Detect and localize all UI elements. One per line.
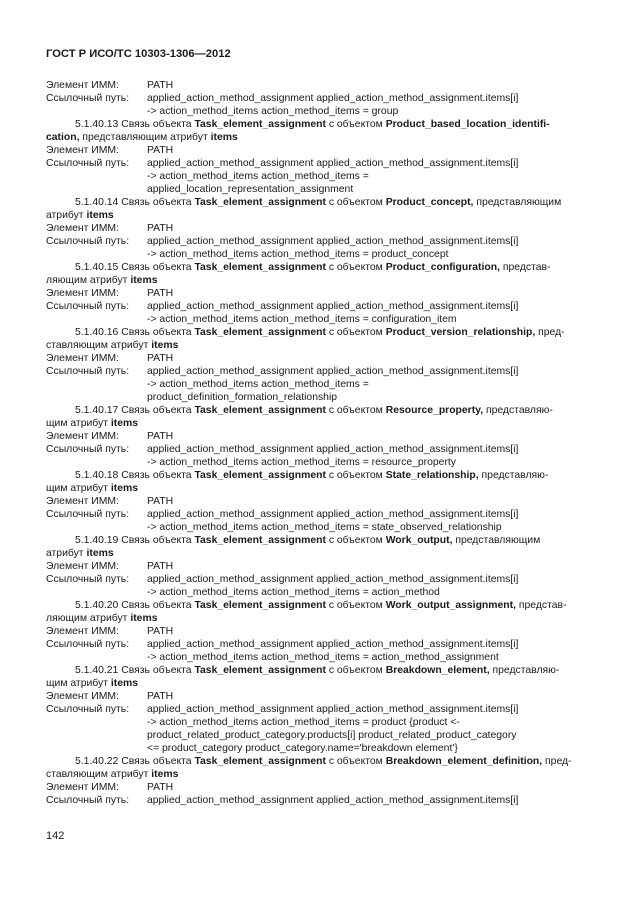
heading-text: представляющим атрибут [79, 132, 211, 143]
heading-term: Task_element_assignment [194, 756, 326, 767]
section-body [46, 430, 586, 469]
intro-block [46, 79, 586, 118]
heading-text: щим атрибут [46, 418, 111, 429]
section-heading-continued [46, 612, 586, 625]
heading-term: Task_element_assignment [194, 262, 326, 273]
heading-text: пред- [535, 327, 565, 338]
heading-text: ляющим атрибут [46, 613, 131, 624]
element-value: PATH [147, 80, 174, 91]
path-line: applied_action_method_assignment applied_action_method_assignment.items[i] [147, 509, 519, 520]
path-line: -> action_method_items action_method_items = product {product <- [147, 717, 460, 728]
heading-term: items [86, 210, 114, 221]
path-line: -> action_method_items action_method_items = [147, 171, 369, 182]
heading-text: ставляющим атрибут [46, 340, 152, 351]
path-line: -> action_method_items action_method_items = configuration_item [147, 314, 457, 325]
heading-text: 5.1.40.21 Связь объекта [75, 665, 195, 676]
heading-text: атрибут [46, 210, 87, 221]
section-body [46, 222, 586, 261]
section-heading [46, 326, 586, 339]
path-label: Ссылочный путь: [46, 444, 130, 455]
heading-term: Task_element_assignment [194, 327, 326, 338]
element-value: PATH [147, 145, 174, 156]
section-heading [46, 755, 586, 768]
heading-text: с объектом [325, 119, 386, 130]
path-label: Ссылочный путь: [46, 236, 130, 247]
element-row [46, 560, 586, 573]
element-label: Элемент ИММ: [46, 223, 119, 234]
section [46, 404, 586, 469]
element-value: PATH [147, 431, 174, 442]
heading-term: Resource_property, [385, 405, 484, 416]
element-label: Элемент ИММ: [46, 431, 119, 442]
heading-term: items [86, 548, 114, 559]
section-heading [46, 404, 586, 417]
element-row [46, 781, 586, 794]
path-row [46, 638, 586, 651]
section-heading [46, 664, 586, 677]
path-label: Ссылочный путь: [46, 795, 130, 806]
element-value: PATH [147, 288, 174, 299]
element-value: PATH [147, 626, 174, 637]
path-line: applied_action_method_assignment applied_action_method_assignment.items[i] [147, 93, 519, 104]
heading-term: items [210, 132, 238, 143]
path-label: Ссылочный путь: [46, 509, 130, 520]
path-line: applied_action_method_assignment applied_action_method_assignment.items[i] [147, 574, 519, 585]
heading-term: Work_output_assignment, [385, 600, 516, 611]
path-line: -> action_method_items action_method_items = resource_property [147, 457, 456, 468]
heading-term: cation, [46, 132, 80, 143]
path-label: Ссылочный путь: [46, 639, 130, 650]
element-row [46, 352, 586, 365]
heading-term: Product_configuration, [385, 262, 500, 273]
heading-text: 5.1.40.15 Связь объекта [75, 262, 195, 273]
heading-text: с объектом [325, 665, 386, 676]
path-line: product_related_product_category.products[i] product_related_product_category [147, 730, 517, 741]
heading-text: с объектом [325, 535, 386, 546]
heading-text: с объектом [325, 756, 386, 767]
heading-text: щим атрибут [46, 483, 111, 494]
heading-text: представляю- [478, 470, 549, 481]
element-value: PATH [147, 223, 174, 234]
heading-term: Breakdown_element_definition, [385, 756, 543, 767]
section [46, 196, 586, 261]
heading-term: Task_element_assignment [194, 197, 326, 208]
path-row [46, 365, 586, 378]
heading-text: с объектом [325, 262, 386, 273]
heading-term: Task_element_assignment [194, 535, 326, 546]
section-heading [46, 469, 586, 482]
path-row [46, 573, 586, 586]
section [46, 664, 586, 755]
section-heading [46, 599, 586, 612]
heading-text: 5.1.40.17 Связь объекта [75, 405, 195, 416]
path-line: applied_action_method_assignment applied_action_method_assignment.items[i] [147, 301, 519, 312]
path-line: -> action_method_items action_method_items = action_method [147, 587, 440, 598]
heading-text: представляю- [483, 405, 553, 416]
element-row [46, 430, 586, 443]
path-line: <= product_category product_category.name='breakdown element'} [147, 743, 458, 754]
heading-text: с объектом [325, 470, 386, 481]
heading-text: 5.1.40.18 Связь объекта [75, 470, 195, 481]
path-row [46, 92, 586, 105]
heading-term: Task_element_assignment [194, 665, 326, 676]
path-row [46, 443, 586, 456]
section-heading [46, 196, 586, 209]
section-heading [46, 118, 586, 131]
heading-term: items [130, 613, 158, 624]
element-row [46, 144, 586, 157]
path-line: applied_action_method_assignment applied_action_method_assignment.items[i] [147, 366, 519, 377]
heading-term: items [151, 340, 179, 351]
element-row [46, 287, 586, 300]
section-heading-continued [46, 209, 586, 222]
path-row [46, 157, 586, 170]
heading-term: Product_concept, [385, 197, 474, 208]
section-body [46, 625, 586, 664]
heading-text: 5.1.40.13 Связь объекта [75, 119, 195, 130]
section-heading-continued [46, 482, 586, 495]
heading-text: с объектом [325, 197, 386, 208]
heading-term: Task_element_assignment [194, 470, 326, 481]
heading-term: Task_element_assignment [194, 119, 326, 130]
heading-term: Task_element_assignment [194, 600, 326, 611]
element-label: Элемент ИММ: [46, 80, 119, 91]
path-line: -> action_method_items action_method_items = [147, 379, 369, 390]
section [46, 755, 586, 807]
section-body [46, 352, 586, 404]
heading-text: ляющим атрибут [46, 275, 131, 286]
section [46, 261, 586, 326]
heading-text: пред- [542, 756, 572, 767]
heading-term: items [151, 769, 179, 780]
heading-term: Work_output, [385, 535, 453, 546]
section [46, 326, 586, 404]
element-row [46, 222, 586, 235]
path-label: Ссылочный путь: [46, 704, 130, 715]
path-row [46, 794, 586, 807]
heading-text: представляющим [473, 197, 562, 208]
heading-text: 5.1.40.16 Связь объекта [75, 327, 195, 338]
section-heading-continued [46, 131, 586, 144]
path-line: applied_action_method_assignment applied_action_method_assignment.items[i] [147, 704, 519, 715]
element-row [46, 495, 586, 508]
element-value: PATH [147, 561, 174, 572]
element-row [46, 625, 586, 638]
heading-text: представ- [515, 600, 567, 611]
path-line: applied_action_method_assignment applied_action_method_assignment.items[i] [147, 639, 519, 650]
element-row [46, 79, 586, 92]
element-label: Элемент ИММ: [46, 288, 119, 299]
element-label: Элемент ИММ: [46, 145, 119, 156]
document-body [46, 79, 586, 807]
section-body [46, 690, 586, 755]
heading-text: с объектом [325, 327, 386, 338]
path-label: Ссылочный путь: [46, 93, 130, 104]
heading-term: items [110, 678, 138, 689]
path-line: applied_action_method_assignment applied_action_method_assignment.items[i] [147, 158, 519, 169]
path-line: product_definition_formation_relationship [147, 392, 338, 403]
heading-text: представляю- [489, 665, 560, 676]
path-label: Ссылочный путь: [46, 301, 130, 312]
element-value: PATH [147, 691, 174, 702]
heading-text: с объектом [325, 405, 386, 416]
element-value: PATH [147, 782, 174, 793]
heading-term: Breakdown_element, [385, 665, 490, 676]
section-body [46, 560, 586, 599]
path-label: Ссылочный путь: [46, 366, 130, 377]
section-heading [46, 261, 586, 274]
page-number: 142 [46, 830, 65, 842]
heading-text: представляющим [452, 535, 541, 546]
path-row [46, 703, 586, 716]
element-value: PATH [147, 353, 174, 364]
element-label: Элемент ИММ: [46, 561, 119, 572]
path-row [46, 300, 586, 313]
path-line: -> action_method_items action_method_items = state_observed_relationship [147, 522, 502, 533]
section [46, 469, 586, 534]
document-header: ГОСТ Р ИСО/ТС 10303-1306—2012 [46, 48, 231, 60]
heading-term: Product_based_location_identifi- [385, 119, 550, 130]
path-row [46, 508, 586, 521]
section-body [46, 781, 586, 807]
heading-term: items [110, 418, 138, 429]
section [46, 118, 586, 196]
section-body [46, 144, 586, 196]
section [46, 599, 586, 664]
section-heading [46, 534, 586, 547]
section-heading-continued [46, 547, 586, 560]
heading-text: 5.1.40.19 Связь объекта [75, 535, 195, 546]
path-line: applied_location_representation_assignment [147, 184, 354, 195]
section-heading-continued [46, 677, 586, 690]
path-line: -> action_method_items action_method_items = product_concept [147, 249, 449, 260]
heading-term: items [130, 275, 158, 286]
element-row [46, 690, 586, 703]
heading-term: State_relationship, [385, 470, 479, 481]
element-value: PATH [147, 496, 174, 507]
path-line: applied_action_method_assignment applied_action_method_assignment.items[i] [147, 236, 519, 247]
path-line: applied_action_method_assignment applied_action_method_assignment.items[i] [147, 444, 519, 455]
element-label: Элемент ИММ: [46, 353, 119, 364]
heading-term: items [110, 483, 138, 494]
heading-term: Task_element_assignment [194, 405, 326, 416]
section-heading-continued [46, 274, 586, 287]
heading-text: щим атрибут [46, 678, 111, 689]
element-label: Элемент ИММ: [46, 782, 119, 793]
section-heading-continued [46, 768, 586, 781]
path-line: -> action_method_items action_method_items = action_method_assignment [147, 652, 499, 663]
heading-text: 5.1.40.20 Связь объекта [75, 600, 195, 611]
heading-text: с объектом [325, 600, 386, 611]
section-body [46, 495, 586, 534]
path-label: Ссылочный путь: [46, 158, 130, 169]
section-body [46, 287, 586, 326]
path-line: -> action_method_items action_method_items = group [147, 106, 399, 117]
heading-text: представ- [500, 262, 551, 273]
heading-term: Product_version_relationship, [385, 327, 536, 338]
heading-text: 5.1.40.14 Связь объекта [75, 197, 195, 208]
path-row [46, 235, 586, 248]
heading-text: атрибут [46, 548, 87, 559]
element-label: Элемент ИММ: [46, 626, 119, 637]
section-heading-continued [46, 417, 586, 430]
heading-text: ставляющим атрибут [46, 769, 152, 780]
path-label: Ссылочный путь: [46, 574, 130, 585]
path-line: applied_action_method_assignment applied_action_method_assignment.items[i] [147, 795, 519, 806]
section-heading-continued [46, 339, 586, 352]
element-label: Элемент ИММ: [46, 691, 119, 702]
section [46, 534, 586, 599]
heading-text: 5.1.40.22 Связь объекта [75, 756, 195, 767]
element-label: Элемент ИММ: [46, 496, 119, 507]
